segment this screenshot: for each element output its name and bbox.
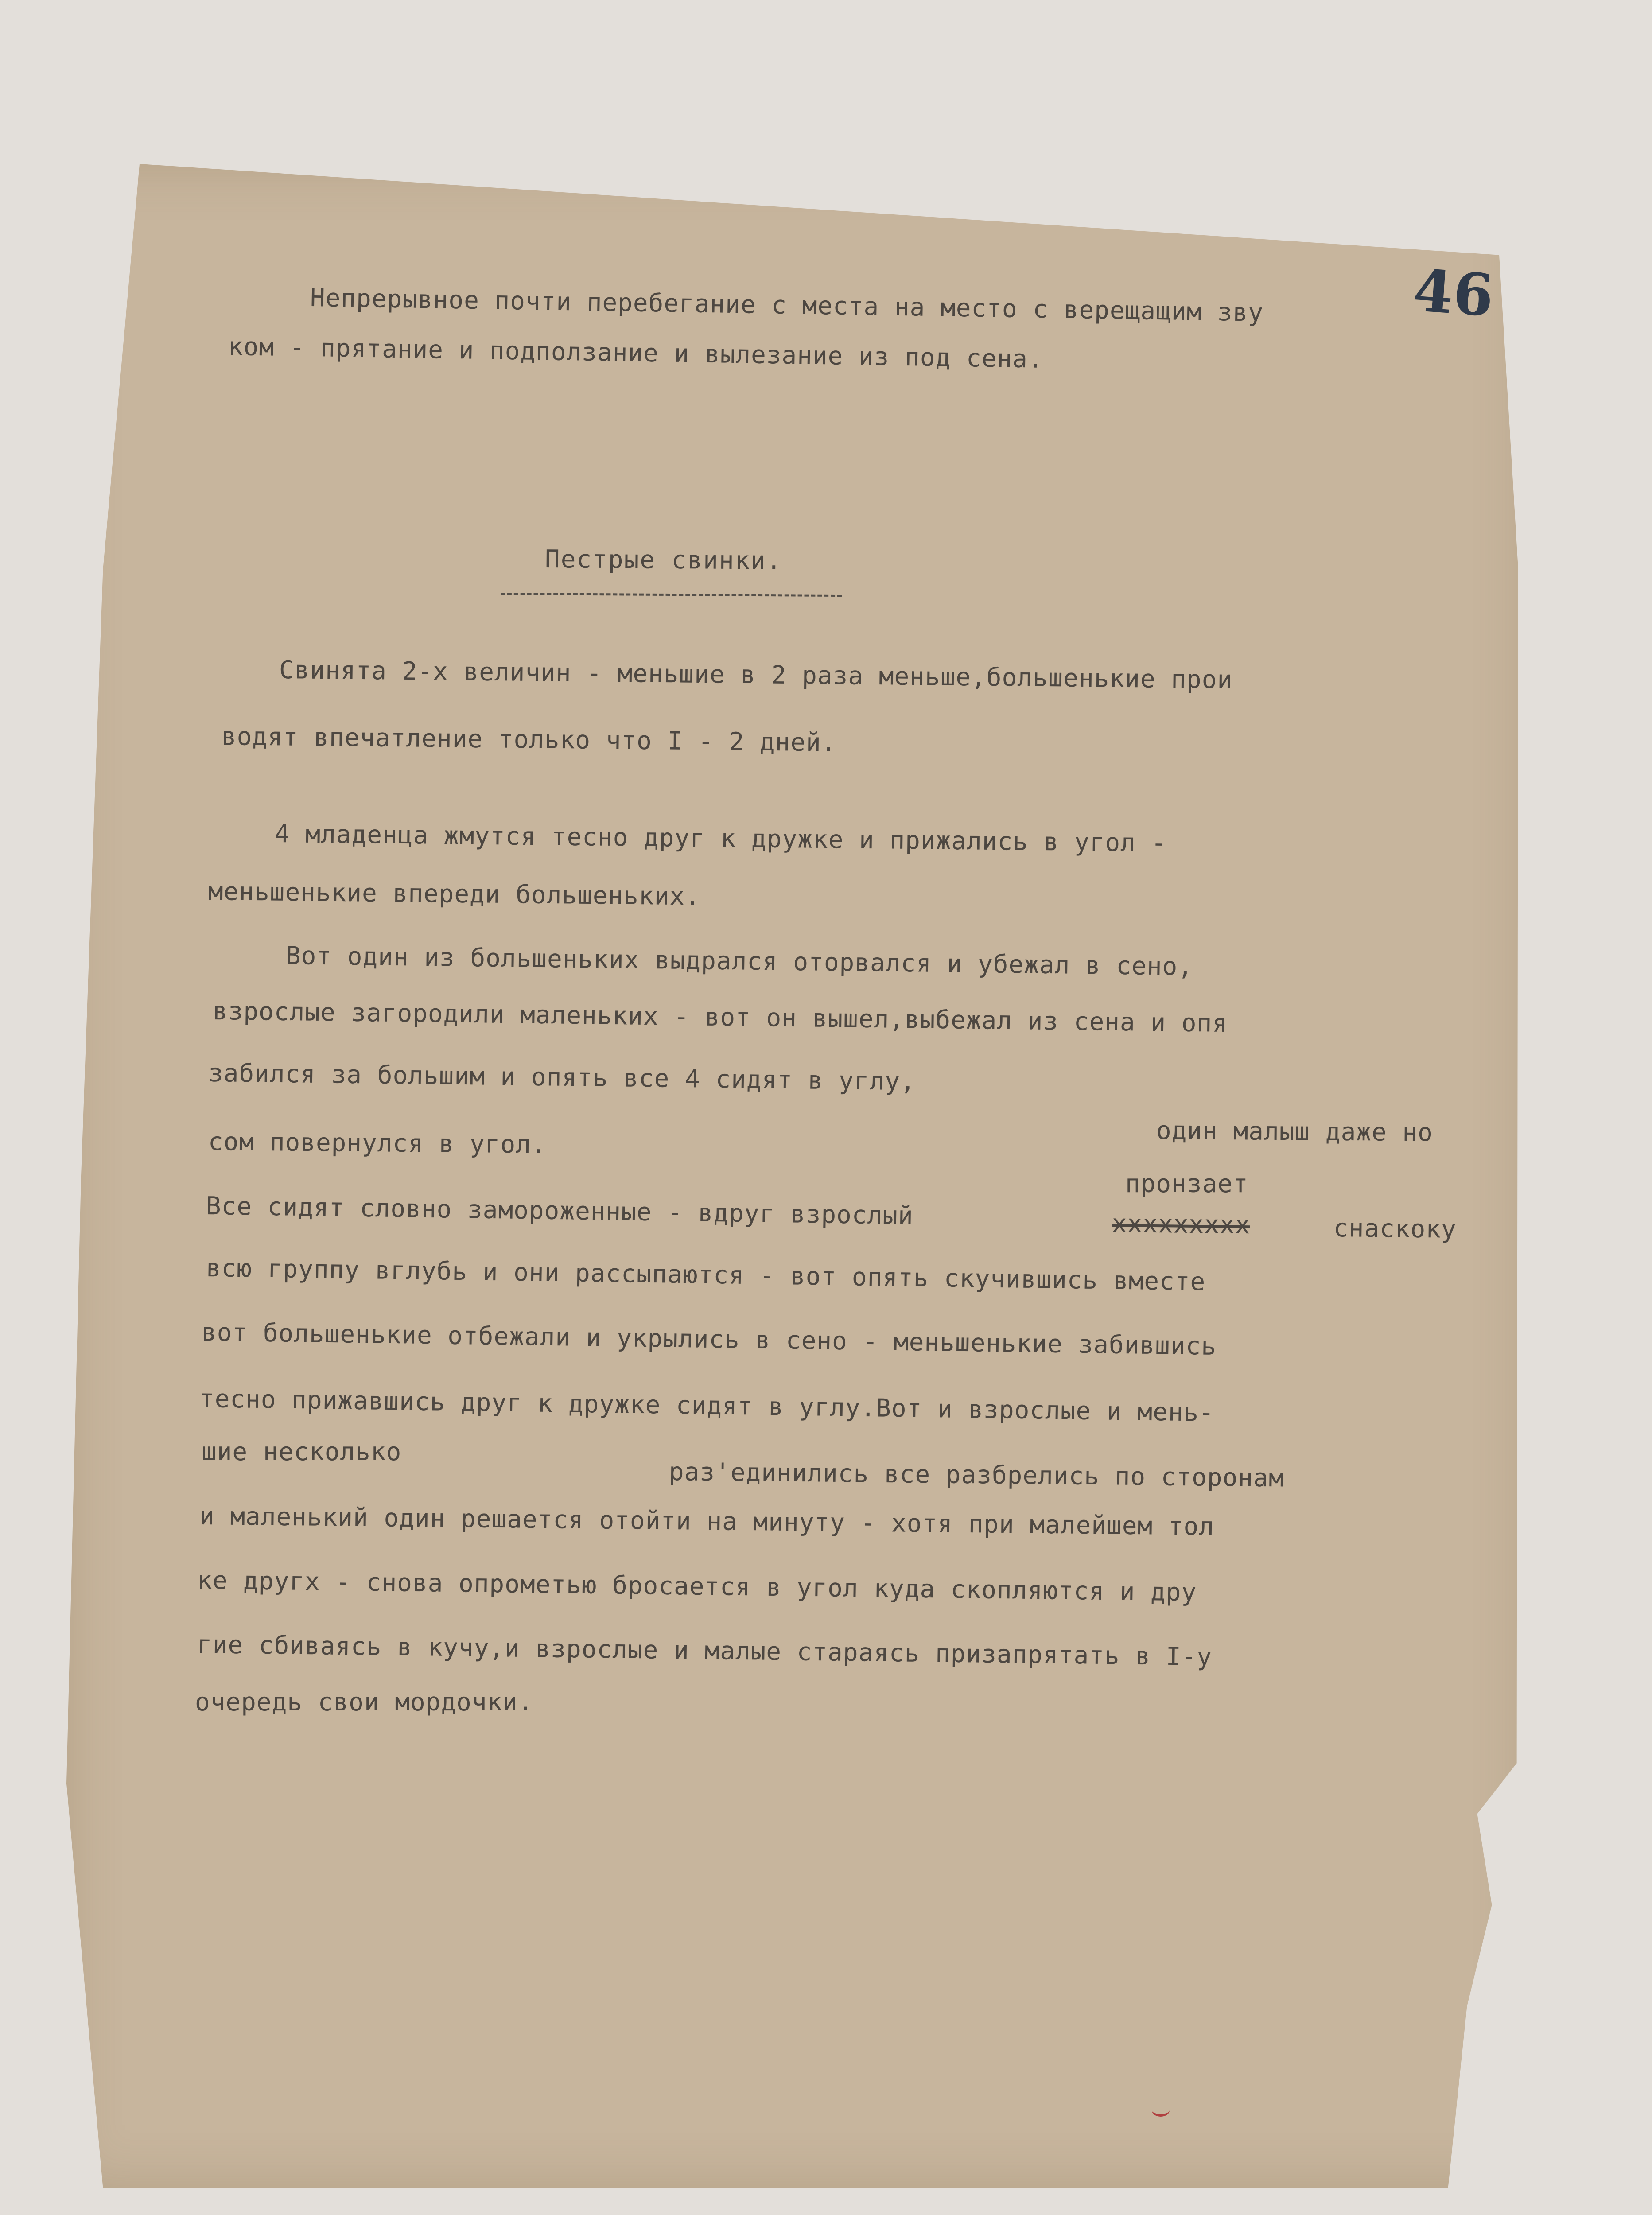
- text-line: Вот один из большеньких выдрался оторвался и убежал в сено,: [285, 941, 1193, 982]
- text-line: вот большенькие отбежали и укрылись в сено - меньшенькие забившись: [201, 1318, 1217, 1361]
- paper-sheet: [66, 164, 1528, 2188]
- text-line: меньшенькие впереди большеньких.: [208, 877, 701, 911]
- text-line-right: один малыш даже но: [1156, 1116, 1434, 1147]
- text-line: забился за большим и опять все 4 сидят в углу,: [208, 1059, 916, 1096]
- text-line: тесно прижавшись друг к дружке сидят в углу.Вот и взрослые и мень-: [199, 1384, 1215, 1427]
- text-line: очередь свои мордочки.: [195, 1688, 533, 1717]
- text-line: Свинята 2-х величин - меньшие в 2 раза меньше,большенькие прои: [279, 656, 1233, 695]
- text-line-end: снаскоку: [1333, 1214, 1457, 1244]
- text-line: ке другх - снова опрометью бросается в угол куда скопляются и дру: [197, 1566, 1197, 1607]
- text-line: шие несколько: [202, 1438, 402, 1466]
- struck-word: xxxxxxxxx: [1112, 1209, 1251, 1240]
- folio-number: 46: [1411, 256, 1496, 330]
- text-line: 4 младенца жмутся тесно друг к дружке и прижались в угол -: [274, 820, 1167, 858]
- insertion-above: пронзает: [1125, 1170, 1248, 1198]
- text-line-right: раз'единились все разбрелись по сторонам: [669, 1457, 1284, 1493]
- text-line: сом повернулся в угол.: [208, 1127, 547, 1159]
- red-pencil-mark: [1152, 2104, 1170, 2117]
- text-line: гие сбиваясь в кучу,и взрослые и малые стараясь призапрятать в I-у: [197, 1630, 1213, 1671]
- struck-word-wrapper: [1112, 1209, 1251, 1240]
- text-line: взрослые загородили маленьких - вот он вышел,выбежал из сена и опя: [212, 997, 1228, 1038]
- text-line: водят впечатление только что I - 2 дней.: [221, 722, 837, 758]
- text-line: Непрерывное почти перебегание с места на место с верещащим зву: [310, 284, 1264, 327]
- section-title: Пестрые свинки.: [544, 545, 782, 575]
- text-line: всю группу вглубь и они рассыпаются - вот опять скучившись вместе: [206, 1254, 1206, 1297]
- text-line: ком - прятание и подползание и вылезание из под сена.: [228, 332, 1044, 374]
- text-line: и маленький один решается отойти на минуту - хотя при малейшем тол: [199, 1502, 1215, 1541]
- text-line: Все сидят словно замороженные - вдруг взрослый: [206, 1192, 914, 1231]
